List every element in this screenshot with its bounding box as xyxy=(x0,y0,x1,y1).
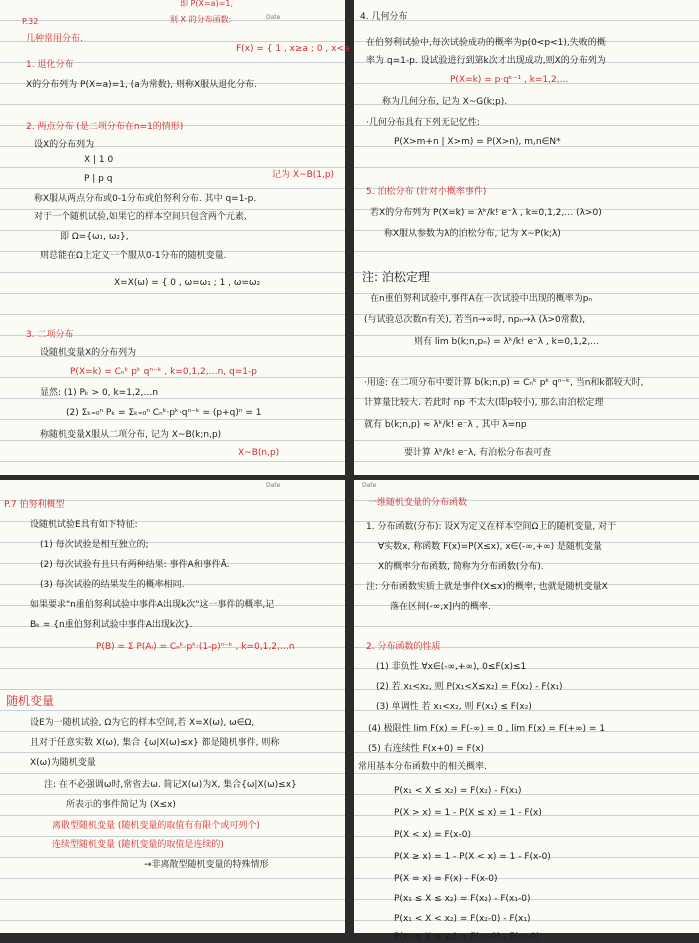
text-line: ·用途: 在二项分布中要计算 b(k;n,p) = Cₙᵏ pᵏ qⁿ⁻ᵏ, 当n和k都较大时, xyxy=(364,378,644,388)
text-line: 设随机变量X的分布列为 xyxy=(40,348,137,358)
text-line: 落在区间(-∞,x]内的概率. xyxy=(390,602,491,612)
section-heading: 随机变量 xyxy=(6,694,55,708)
top-formula: F(x) = { 1 , x≥a ; 0 , x<a xyxy=(236,44,350,54)
text-line: 设E为一随机试验, Ω为它的样本空间,若 X=X(ω), ω∈Ω, xyxy=(30,718,255,728)
text-line: 注: 在不必强调ω时,常省去ω. 简记X(ω)为X, 集合{ω|X(ω)≤x} xyxy=(44,780,297,790)
text-line: →非离散型随机变量的特殊情形 xyxy=(144,860,269,870)
text-line: 则总能在Ω上定义一个服从0-1分布的随机变量. xyxy=(40,251,227,261)
notebook-page-bottom-left xyxy=(0,480,345,933)
text-line: 称X服从参数为λ的泊松分布, 记为 X~P(k;λ) xyxy=(384,229,561,239)
formula: P(X=k) = Cₙᵏ pᵏ qⁿ⁻ᵏ , k=0,1,2,…n, q=1-p xyxy=(70,367,257,377)
top-note: 即 P(X=a)=1, xyxy=(180,0,234,8)
notation-note: 记为 X~B(1,p) xyxy=(272,170,335,180)
formula: (2) Σₖ₌₀ⁿ Pₖ = Σₖ₌₀ⁿ Cₙᵏ·pᵏ·qⁿ⁻ᵏ = (p+q)ⁿ = 1 xyxy=(66,408,262,418)
text-line: 离散型随机变量 (随机变量的取值有有限个或可列个) xyxy=(52,821,260,831)
formula: X=X(ω) = { 0 , ω=ω₁ ; 1 , ω=ω₂ xyxy=(114,278,261,288)
subsection-title: 3. 二项分布 xyxy=(26,330,74,340)
section-heading: P.7 伯努利概型 xyxy=(4,500,65,510)
text-line: 率为 q=1-p. 设试验进行到第k次才出现成功,则X的分布列为 xyxy=(366,56,606,66)
text-line: ·几何分布具有下列无记忆性: xyxy=(366,118,480,128)
notebook-page-top-right xyxy=(354,0,699,475)
subsection-title: 4. 几何分布 xyxy=(360,12,408,22)
text-line: 要计算 λᵏ/k! e⁻λ, 有泊松分布表可查 xyxy=(404,448,552,458)
formula: P(B) = Σ P(Aᵢ) = Cₙᵏ·pᵏ·(1-p)ⁿ⁻ᵏ , k=0,1,2,…n xyxy=(96,642,295,652)
text-line: 在伯努利试验中,每次试验成功的概率为p(0<p<1),失败的概 xyxy=(366,38,606,48)
text-line: 若X的分布列为 P(X=k) = λᵏ/k! e⁻λ , k=0,1,2,… (λ>0) xyxy=(370,208,602,218)
property: (5) 右连续性 F(x+0) = F(x) xyxy=(368,744,485,754)
formula-highlighted: P(X = x) = F(x) - F(x-0) xyxy=(394,874,498,884)
text-line: 显然: (1) Pₖ > 0, k=1,2,…n xyxy=(40,388,159,398)
text-line: 称X服从两点分布或0-1分布或伯努利分布. 其中 q=1-p. xyxy=(34,194,257,204)
text-line: 且对于任意实数 X(ω), 集合 {ω|X(ω)≤x} 都是随机事件, 则称 xyxy=(30,738,280,748)
notebook-page-bottom-right xyxy=(354,480,699,942)
text-line: 称随机变量X服从二项分布, 记为 X~B(k;n,p) xyxy=(40,430,222,440)
text-line: 设X的分布列为 xyxy=(34,140,95,150)
notebook-page-top-left xyxy=(0,0,350,475)
text-line: X(ω)为随机变量 xyxy=(30,758,96,768)
page-mark: P.32 xyxy=(22,17,39,26)
table-row: X | 1 0 xyxy=(84,155,114,165)
text-line: 在n重伯努利试验中,事件A在一次试验中出现的概率为pₙ xyxy=(370,294,593,304)
property: (3) 单调性 若 x₁<x₂, 则 F(x₁) ≤ F(x₂) xyxy=(376,702,532,712)
text-line: 1. 分布函数(分布): 设X为定义在样本空间Ω上的随机变量, 对于 xyxy=(366,522,617,532)
section-heading: 一维随机变量的分布函数 xyxy=(368,498,468,508)
text-line: (与试验总次数n有关), 若当n→∞时, npₙ→λ (λ>0常数), xyxy=(364,315,586,325)
text-line: 计算量比较大. 若此时 np 不太大(即p较小), 那么由泊松定理 xyxy=(364,398,604,408)
date-label: Date xyxy=(266,14,281,21)
text-line: 注: 分布函数实质上就是事件(X≤x)的概率, 也就是随机变量X xyxy=(366,582,608,592)
text-line: (3) 每次试验的结果发生的概率相同. xyxy=(40,580,185,590)
formula: X~B(n,p) xyxy=(238,448,280,458)
date-label: Date xyxy=(266,482,281,489)
subsection-title: 1. 退化分布 xyxy=(26,60,74,70)
formula: P(x₁ ≤ X ≤ x₂) = F(x₂) - F(x₁-0) xyxy=(394,894,531,904)
formula: P(x₁ ≤ X < x₂) = F(x₂-0) - F(x₁-0) xyxy=(394,932,540,942)
text-line: 如果要求"n重伯努利试验中事件A出现k次"这一事件的概率,记 xyxy=(30,600,275,610)
property: (1) 非负性 ∀x∈(-∞,+∞), 0≤F(x)≤1 xyxy=(376,662,527,672)
subsection-title: 5. 泊松分布 (针对小概率事件) xyxy=(366,187,487,197)
text-line: ∀实数x, 称函数 F(x)=P(X≤x), x∈(-∞,+∞) 是随机变量 xyxy=(378,542,603,552)
text-line: 称为几何分布, 记为 X~G(k;p). xyxy=(382,97,508,107)
text-line: (1) 每次试验是相互独立的; xyxy=(40,540,149,550)
date-label: Date xyxy=(362,482,377,489)
note-title: 注: 泊松定理 xyxy=(362,270,430,284)
formula: P(X ≥ x) = 1 - P(X < x) = 1 - F(x-0) xyxy=(394,852,551,862)
text-line: 连续型随机变量 (随机变量的取值是连续的) xyxy=(52,840,224,850)
text-line: 设随机试验E具有如下特征: xyxy=(30,520,138,530)
text-line: X的概率分布函数, 简称为分布函数(分布). xyxy=(378,562,544,572)
text-line: 即 Ω={ω₁, ω₂}, xyxy=(60,232,129,242)
text-line: X的分布列为 P(X=a)=1, (a为常数), 则称X服从退化分布. xyxy=(26,80,257,90)
formula: P(X>m+n | X>m) = P(X>n), m,n∈N* xyxy=(394,137,561,147)
top-note: 则 X 的分布函数: xyxy=(170,15,232,24)
property: (4) 极限性 lim F(x) = F(-∞) = 0 , lim F(x) = F(+∞) = 1 xyxy=(368,724,606,734)
formula: 则有 lim b(k;n,pₙ) = λᵏ/k! e⁻λ , k=0,1,2,… xyxy=(414,337,600,347)
formula: P(X > x) = 1 - P(X ≤ x) = 1 - F(x) xyxy=(394,808,542,818)
property: (2) 若 x₁<x₂, 则 P(x₁<X≤x₂) = F(x₂) - F(x₁) xyxy=(376,682,563,692)
section-heading: 几种常用分布. xyxy=(26,34,83,44)
formula-highlighted: P(X < x) = F(x-0) xyxy=(394,830,471,840)
table-row: P | p q xyxy=(84,174,113,184)
text-line: 对于一个随机试验,如果它的样本空间只包含两个元素, xyxy=(34,212,247,222)
subsection-title: 2. 分布函数的性质 xyxy=(366,642,441,652)
formula: P(x₁ < X ≤ x₂) = F(x₂) - F(x₁) xyxy=(394,786,522,796)
formula: P(x₁ < X < x₂) = F(x₂-0) - F(x₁) xyxy=(394,914,531,924)
text-line: 所表示的事件简记为 (X≤x) xyxy=(66,800,176,810)
text-line: (2) 每次试验有且只有两种结果: 事件A和事件Ā. xyxy=(40,560,230,570)
subsection-title: 2. 两点分布 (是二项分布在n=1的情形) xyxy=(26,122,184,132)
text-line: 常用基本分布函数中的相关概率. xyxy=(358,762,487,772)
text-line: Bₖ = {n重伯努利试验中事件A出现k次}. xyxy=(30,620,193,630)
formula: P(X=k) = p·qᵏ⁻¹ , k=1,2,… xyxy=(450,75,569,85)
text-line: 就有 b(k;n,p) ≈ λᵏ/k! e⁻λ , 其中 λ=np xyxy=(364,420,527,430)
